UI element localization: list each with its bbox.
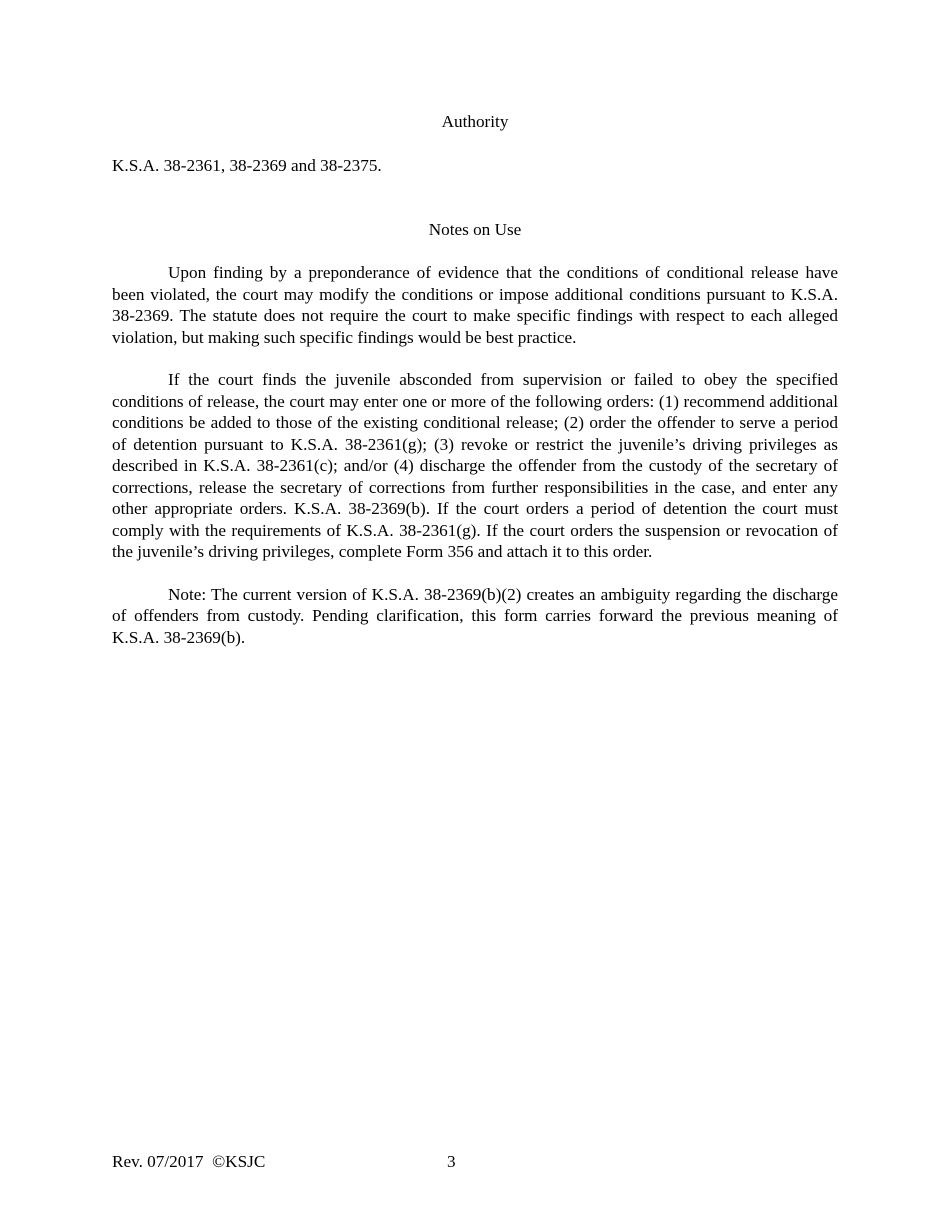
notes-on-use-heading: Notes on Use (428, 220, 522, 239)
authority-heading: Authority (441, 112, 509, 131)
notes-paragraph-3: Note: The current version of K.S.A. 38-2369(b)(2) creates an ambiguity regarding the discharge of offenders from custody. Pending clarification, this form carries forward the previous meaning of K.S.A. 38-2369(b). (112, 584, 838, 647)
revision-label: Rev. 07/2017 ©KSJC (112, 1152, 266, 1171)
notes-paragraph-2: If the court finds the juvenile absconded from supervision or failed to obey the specified conditions of release, the court may enter one or more of the following orders: (1) recommend additional conditions be added to those of the existing conditional release; (2) order the offender to serve a period of detention pursuant to K.S.A. 38-2361(g); (3) revoke or restrict the juvenile’s driving privileges as described in K.S.A. 38-2361(c); and/or (4) discharge the offender from the custody of the secretary of corrections, release the secretary of corrections from further responsibilities in the case, and enter any other appropriate orders. K.S.A. 38-2369(b). If the court orders a period of detention the court must comply with the requirements of K.S.A. 38-2361(g). If the court orders the suspension or revocation of the juvenile’s driving privileges, complete Form 356 and attach it to this order. (112, 370, 838, 561)
page-number: 3 (447, 1152, 456, 1171)
document-body (112, 111, 838, 669)
notes-paragraph-1: Upon finding by a preponderance of evidence that the conditions of conditional release have been violated, the court may modify the conditions or impose additional conditions pursuant to K.S.A. 38-2369. The statute does not require the court to make specific findings with respect to each alleged violation, but making such specific findings would be best practice. (112, 263, 838, 347)
authority-citation: K.S.A. 38-2361, 38-2369 and 38-2375. (112, 156, 382, 175)
page-footer (112, 1151, 838, 1173)
